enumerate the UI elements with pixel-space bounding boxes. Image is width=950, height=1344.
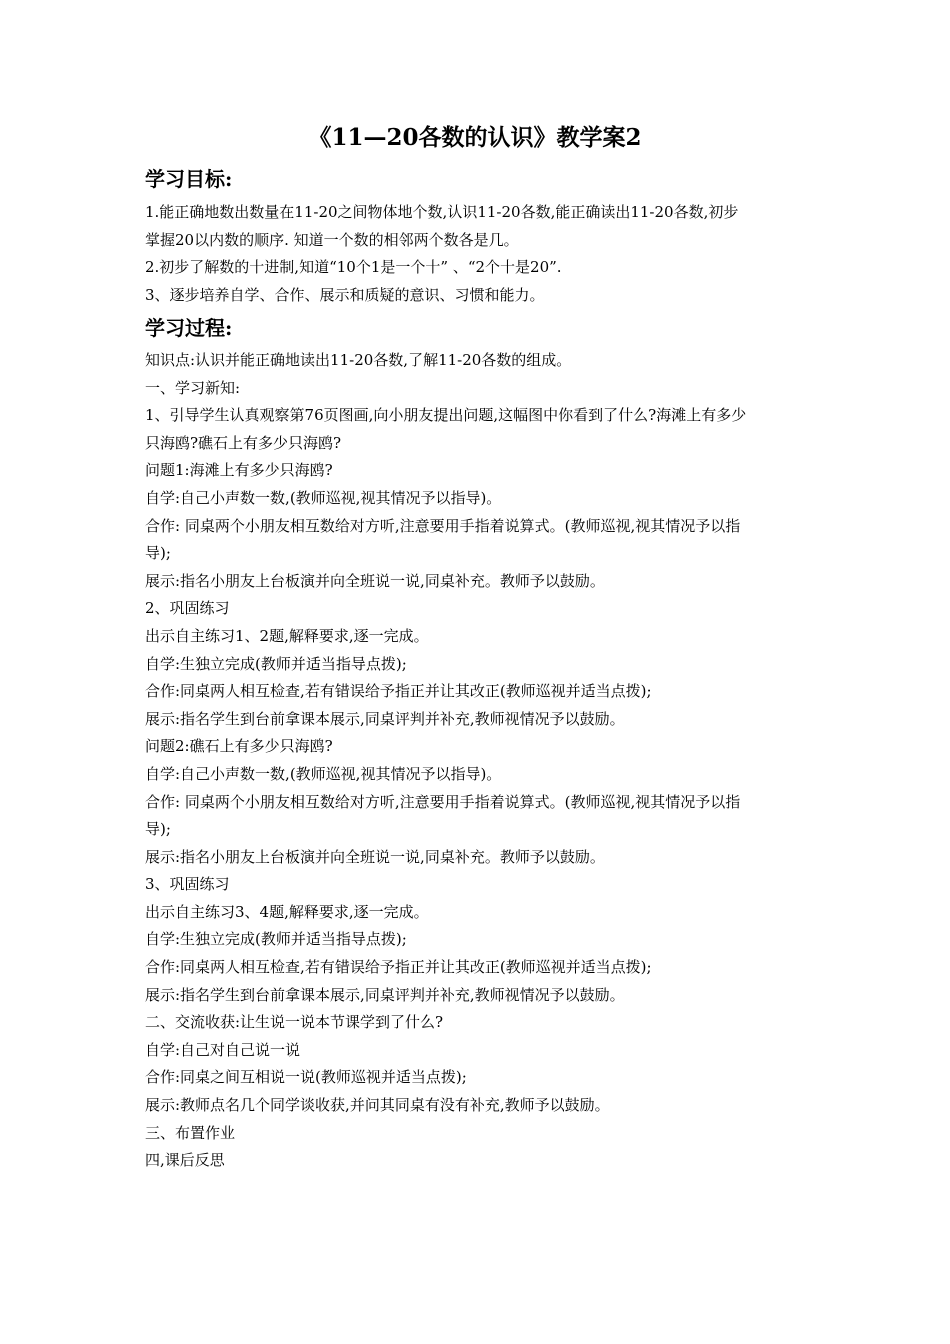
process-line: 展示:指名小朋友上台板演并向全班说一说,同桌补充。教师予以鼓励。: [145, 847, 605, 866]
process-line: 出示自主练习1、2题,解释要求,逐一完成。: [145, 626, 429, 645]
process-line: 三、布置作业: [145, 1123, 236, 1142]
process-heading: 学习过程:: [145, 316, 233, 340]
process-line: 问题1:海滩上有多少只海鸥?: [145, 461, 333, 480]
process-line: 问题2:礁石上有多少只海鸥?: [145, 737, 333, 756]
process-line: 自学:自己对自己说一说: [145, 1040, 301, 1059]
process-body: [145, 347, 813, 1175]
process-line: 合作:同桌之间互相说一说(教师巡视并适当点拨);: [145, 1068, 467, 1087]
process-line: 出示自主练习3、4题,解释要求,逐一完成。: [145, 902, 429, 921]
process-line: 展示:指名小朋友上台板演并向全班说一说,同桌补充。教师予以鼓励。: [145, 571, 605, 590]
goals-line: 1.能正确地数出数量在11-20之间物体地个数,认识11-20各数,能正确读出11-20各数,初步: [145, 203, 739, 221]
process-line: 导);: [145, 544, 171, 563]
goals-line: 2.初步了解数的十进制,知道“10个1是一个十” 、“2个十是20”.: [145, 258, 562, 277]
goals-body: [145, 199, 813, 309]
goals-line: 3、逐步培养自学、合作、展示和质疑的意识、习惯和能力。: [145, 285, 545, 304]
process-line: 展示:指名学生到台前拿课本展示,同桌评判并补充,教师视情况予以鼓励。: [145, 985, 625, 1004]
process-line: 二、交流收获:让生说一说本节课学到了什么?: [145, 1013, 444, 1032]
process-line: 展示:教师点名几个同学谈收获,并问其同桌有没有补充,教师予以鼓励。: [145, 1096, 610, 1115]
process-line: 导);: [145, 820, 171, 839]
process-line: 1、引导学生认真观察第76页图画,向小朋友提出问题,这幅图中你看到了什么?海滩上有多少: [145, 406, 747, 425]
process-line: 3、巩固练习: [145, 875, 230, 894]
goals-heading: 学习目标:: [145, 167, 233, 191]
process-line: 四,课后反思: [145, 1151, 225, 1170]
process-line: 自学:自己小声数一数,(教师巡视,视其情况予以指导)。: [145, 764, 502, 783]
process-line: 只海鸥?礁石上有多少只海鸥?: [145, 433, 342, 452]
process-line: 合作: 同桌两个小朋友相互数给对方听,注意要用手指着说算式。(教师巡视,视其情况予以指: [145, 792, 741, 811]
process-line: 自学:生独立完成(教师并适当指导点拨);: [145, 930, 407, 949]
process-line: 自学:生独立完成(教师并适当指导点拨);: [145, 654, 407, 673]
process-line: 合作:同桌两人相互检查,若有错误给予指正并让其改正(教师巡视并适当点拨);: [145, 958, 652, 977]
process-line: 知识点:认识并能正确地读出11-20各数,了解11-20各数的组成。: [145, 351, 572, 369]
process-line: 一、学习新知:: [145, 378, 241, 397]
process-line: 展示:指名学生到台前拿课本展示,同桌评判并补充,教师视情况予以鼓励。: [145, 709, 625, 728]
document-title: 《11—20各数的认识》教学案2: [308, 124, 642, 151]
process-line: 合作: 同桌两个小朋友相互数给对方听,注意要用手指着说算式。(教师巡视,视其情况予以指: [145, 516, 741, 535]
process-line: 2、巩固练习: [145, 599, 230, 618]
process-line: 自学:自己小声数一数,(教师巡视,视其情况予以指导)。: [145, 488, 502, 507]
goals-line: 掌握20以内数的顺序. 知道一个数的相邻两个数各是几。: [145, 230, 519, 249]
process-line: 合作:同桌两人相互检查,若有错误给予指正并让其改正(教师巡视并适当点拨);: [145, 682, 652, 701]
